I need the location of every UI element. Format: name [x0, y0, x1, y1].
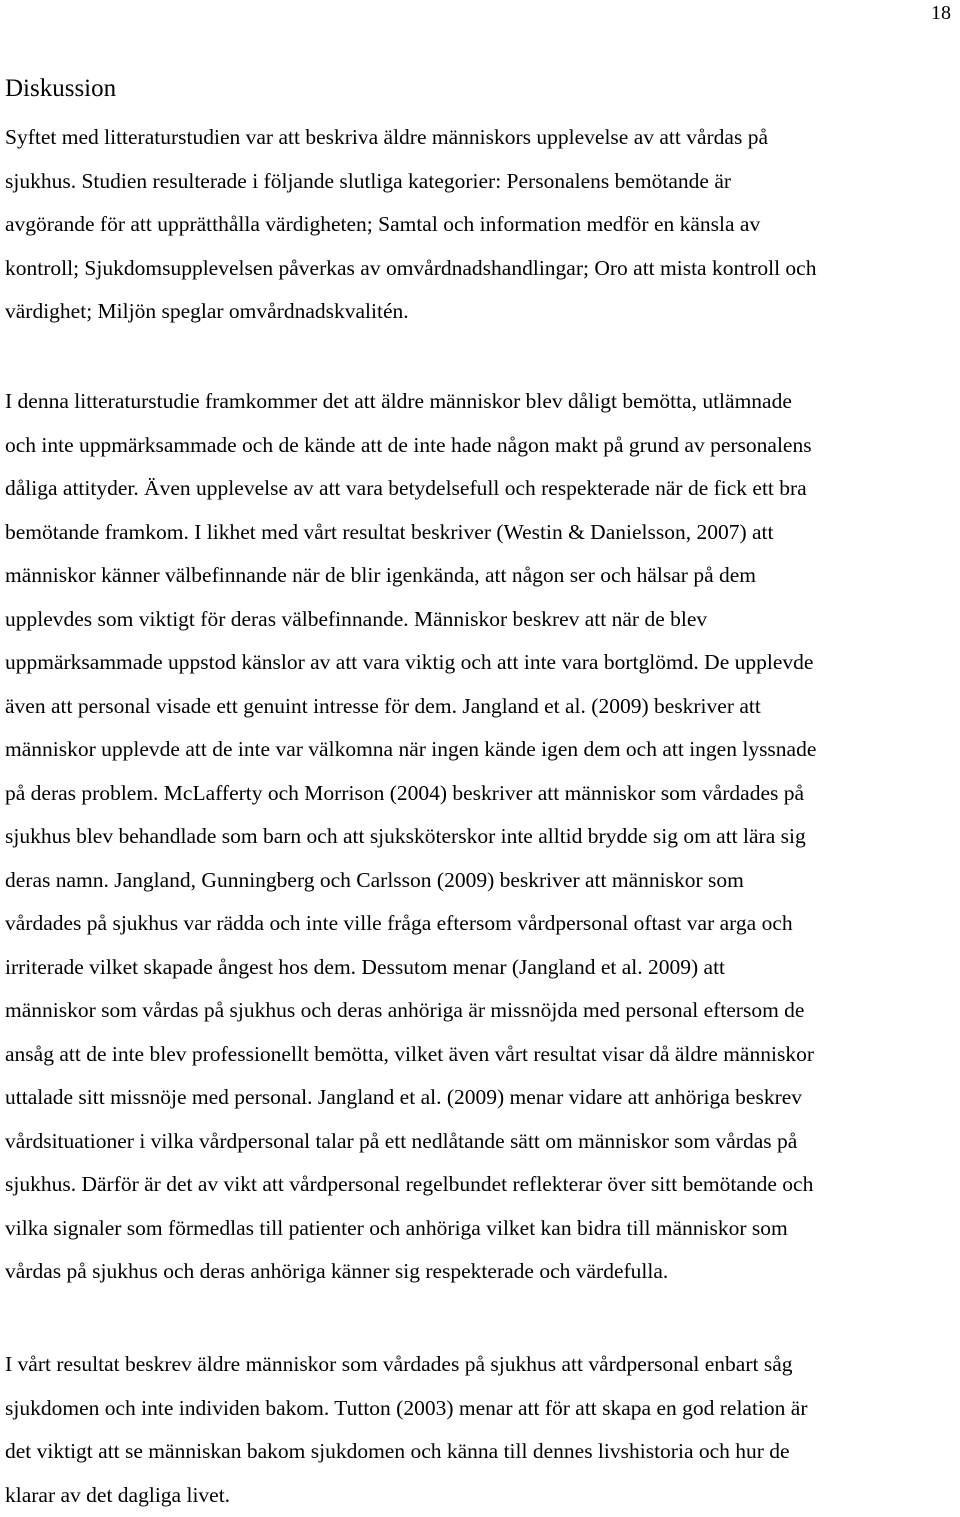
- text-line: människor upplevde att de inte var välkomna när ingen kände igen dem och att ingen lyssnade: [5, 728, 960, 772]
- text-line: vårdsituationer i vilka vårdpersonal talar på ett nedlåtande sätt om människor som vårdas på: [5, 1120, 960, 1164]
- text-line: kontroll; Sjukdomsupplevelsen påverkas av omvårdnadshandlingar; Oro att mista kontroll och: [5, 247, 960, 291]
- text-line: deras namn. Jangland, Gunningberg och Carlsson (2009) beskriver att människor som: [5, 859, 960, 903]
- text-line: människor som vårdas på sjukhus och deras anhöriga är missnöjda med personal eftersom de: [5, 989, 960, 1033]
- text-line: bemötande framkom. I likhet med vårt resultat beskriver (Westin & Danielsson, 2007) att: [5, 511, 960, 555]
- text-line: sjukhus. Studien resulterade i följande slutliga kategorier: Personalens bemötande är: [5, 160, 960, 204]
- text-line: sjukdomen och inte individen bakom. Tutton (2003) menar att för att skapa en god relation är: [5, 1387, 960, 1431]
- text-line: även att personal visade ett genuint intresse för dem. Jangland et al. (2009) beskriver att: [5, 685, 960, 729]
- section-heading: Diskussion: [5, 72, 116, 106]
- text-line: avgörande för att upprätthålla värdigheten; Samtal och information medför en känsla av: [5, 203, 960, 247]
- text-line: sjukhus blev behandlade som barn och att sjuksköterskor inte alltid brydde sig om att lära sig: [5, 815, 960, 859]
- text-line: värdighet; Miljön speglar omvårdnadskvalitén.: [5, 290, 960, 334]
- text-line: I denna litteraturstudie framkommer det att äldre människor blev dåligt bemötta, utlämnade: [5, 380, 960, 424]
- text-line: I vårt resultat beskrev äldre människor som vårdades på sjukhus att vårdpersonal enbart såg: [5, 1343, 960, 1387]
- text-line: sjukhus. Därför är det av vikt att vårdpersonal regelbundet reflekterar över sitt bemötande och: [5, 1163, 960, 1207]
- text-line: irriterade vilket skapade ångest hos dem. Dessutom menar (Jangland et al. 2009) att: [5, 946, 960, 990]
- text-line: ansåg att de inte blev professionellt bemötta, vilket även vårt resultat visar då äldre människor: [5, 1033, 960, 1077]
- text-line: på deras problem. McLafferty och Morrison (2004) beskriver att människor som vårdades på: [5, 772, 960, 816]
- text-line: vårdades på sjukhus var rädda och inte ville fråga eftersom vårdpersonal oftast var arga och: [5, 902, 960, 946]
- paragraph-findings: [5, 380, 960, 1294]
- text-line: vilka signaler som förmedlas till patienter och anhöriga vilket kan bidra till människor som: [5, 1207, 960, 1251]
- text-line: uttalade sitt missnöje med personal. Jangland et al. (2009) menar vidare att anhöriga beskrev: [5, 1076, 960, 1120]
- text-line: uppmärksammade uppstod känslor av att vara viktig och att inte vara bortglömd. De upplevde: [5, 641, 960, 685]
- text-line: det viktigt att se människan bakom sjukdomen och känna till dennes livshistoria och hur de: [5, 1430, 960, 1474]
- text-line: människor känner välbefinnande när de blir igenkända, att någon ser och hälsar på dem: [5, 554, 960, 598]
- text-line: och inte uppmärksammade och de kände att de inte hade någon makt på grund av personalens: [5, 424, 960, 468]
- text-line: klarar av det dagliga livet.: [5, 1474, 960, 1517]
- text-line: Syftet med litteraturstudien var att beskriva äldre människors upplevelse av att vårdas på: [5, 116, 960, 160]
- paragraph-result-comparison: [5, 1343, 960, 1517]
- text-line: upplevdes som viktigt för deras välbefinnande. Människor beskrev att när de blev: [5, 598, 960, 642]
- text-line: vårdas på sjukhus och deras anhöriga känner sig respekterade och värdefulla.: [5, 1250, 960, 1294]
- text-line: dåliga attityder. Även upplevelse av att vara betydelsefull och respekterade när de fick ett bra: [5, 467, 960, 511]
- page-number: 18: [931, 1, 951, 25]
- paragraph-purpose: [5, 116, 960, 334]
